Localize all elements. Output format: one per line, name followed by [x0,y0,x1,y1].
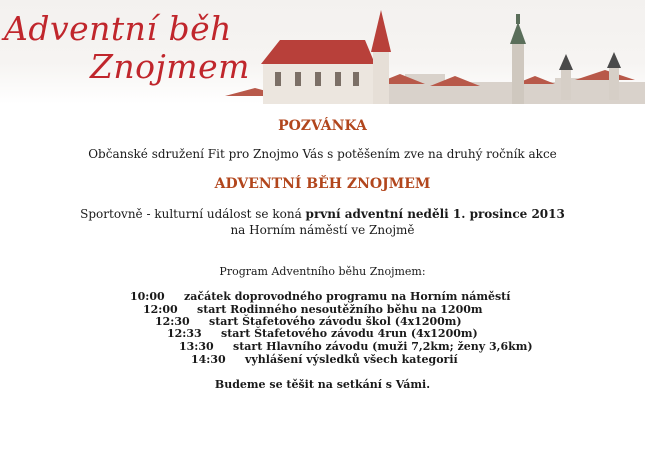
event-date: první adventní neděli 1. prosince 2013 [305,207,565,221]
program-item [130,290,510,303]
program-time: 13:30 [179,340,214,353]
program-text: vyhlášení výsledků všech kategorií [245,353,458,366]
program-item [191,353,458,366]
program-time: 12:00 [143,303,178,316]
event-description-prefix: Sportovně - kulturní událost se koná [80,207,306,221]
event-title: ADVENTNÍ BĚH ZNOJMEM [214,176,431,192]
program-text: start Štafetového závodu 4run (4x1200m) [221,327,478,340]
event-location: na Horním náměstí ve Znojmě [230,223,415,237]
program-text: start Hlavního závodu (muži 7,2km; ženy 3,6km) [233,340,533,353]
closing-text: Budeme se těšit na setkání s Vámi. [214,378,431,391]
banner-title [4,10,250,86]
program-item [167,327,478,340]
program-time: 12:30 [155,315,190,328]
banner-title-line1: Adventní běh [4,9,232,48]
program-text: start Rodinného nesoutěžního běhu na 1200m [197,303,483,316]
event-description [0,207,645,221]
program-text: start Štafetového závodu škol (4x1200m) [209,315,462,328]
program-text: začátek doprovodného programu na Horním náměstí [184,290,511,303]
town-skyline-image [225,0,645,104]
invitation-heading: POZVÁNKA [278,118,367,134]
program-heading: Program Adventního běhu Znojmem: [219,265,426,278]
program-time: 14:30 [191,353,226,366]
program-time: 12:33 [167,327,202,340]
banner-title-line2: Znojmem [90,47,250,86]
program-item [179,340,533,353]
header-banner [0,0,645,104]
program-time: 10:00 [130,290,165,303]
intro-text: Občanské sdružení Fit pro Znojmo Vás s potěšením zve na druhý ročník akce [88,147,557,161]
